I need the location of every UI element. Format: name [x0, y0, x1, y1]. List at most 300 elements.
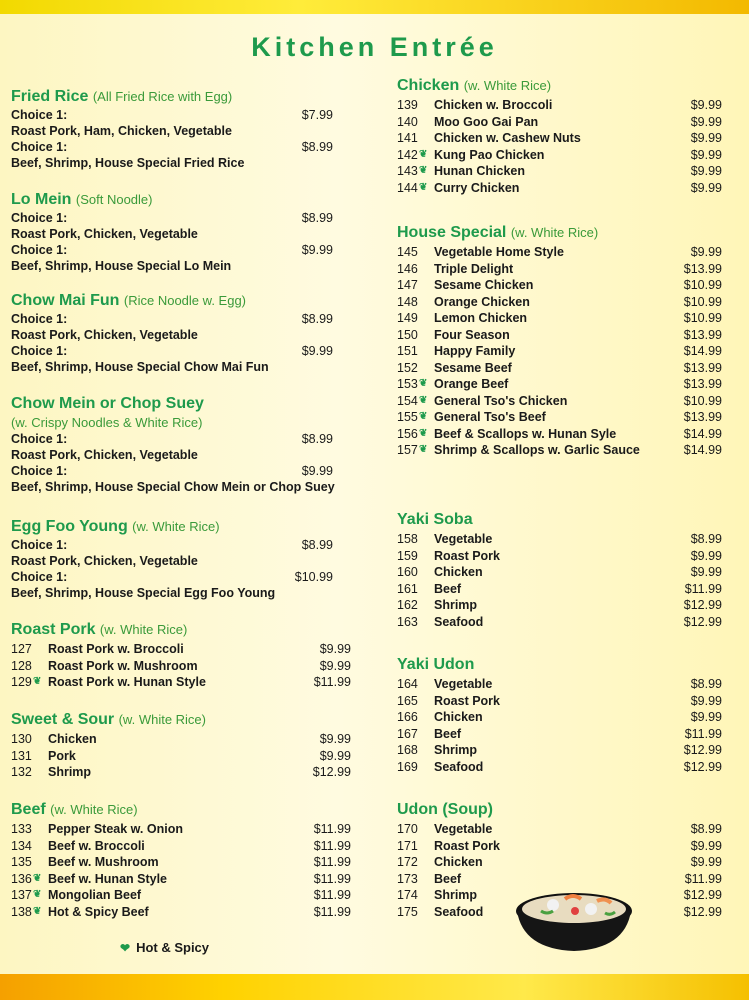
item-price: $8.99: [690, 677, 722, 691]
menu-item: [397, 410, 722, 427]
item-price: $9.99: [690, 180, 722, 195]
item-price: $11.99: [313, 855, 351, 869]
item-price: $9.99: [690, 565, 722, 579]
item-number: 153: [397, 377, 418, 391]
item-number: 174: [397, 888, 418, 902]
item-number: 145: [397, 245, 418, 259]
item-name: Vegetable: [434, 532, 493, 546]
chili-leaf-icon: ❦: [419, 444, 428, 455]
section-heading: [11, 711, 351, 729]
menu-item: [397, 743, 722, 760]
menu-item: [397, 549, 722, 566]
chili-leaf-icon: ❦: [419, 378, 428, 389]
menu-item: [397, 839, 722, 856]
item-price: $10.99: [683, 311, 722, 325]
item-number: 133: [11, 822, 32, 836]
choice-row: [11, 464, 351, 496]
item-price: $13.99: [683, 410, 722, 424]
item-name: Orange Chicken: [434, 294, 530, 309]
chili-leaf-icon: ❦: [33, 905, 42, 917]
choice-label: Choice 1:: [11, 211, 68, 225]
item-number: 144: [397, 180, 418, 195]
item-name: Kung Pao Chicken: [434, 147, 545, 162]
item-number: 136: [11, 871, 32, 886]
item-name: Mongolian Beef: [48, 888, 142, 902]
chili-leaf-icon: ❦: [419, 411, 428, 422]
item-price: $12.99: [312, 765, 351, 779]
item-name: Roast Pork: [434, 838, 500, 853]
item-number: 148: [397, 294, 418, 309]
choice-row: [11, 312, 351, 344]
item-number: 173: [397, 871, 418, 886]
item-number: 146: [397, 261, 418, 276]
item-name: Triple Delight: [434, 261, 514, 276]
choice-items: Roast Pork, Chicken, Vegetable: [11, 448, 198, 462]
section-house-special: [397, 224, 722, 460]
section-note: (w. White Rice): [50, 802, 138, 817]
choice-label: Choice 1:: [11, 538, 68, 552]
choice-label: Choice 1:: [11, 432, 68, 446]
item-name: Beef: [434, 726, 462, 741]
choice-row: [11, 108, 351, 140]
item-price: $11.99: [313, 888, 351, 902]
section-fried-rice: [11, 88, 351, 172]
item-name: Beef w. Mushroom: [48, 855, 159, 869]
item-number: 141: [397, 131, 418, 145]
choice-price: $9.99: [301, 344, 333, 358]
section-roast-pork: [11, 621, 351, 692]
choice-price: $8.99: [301, 312, 333, 326]
menu-item: [397, 598, 722, 615]
menu-item: [397, 615, 722, 632]
item-number: 164: [397, 677, 418, 691]
section-heading: [11, 395, 351, 413]
item-price: $9.99: [690, 548, 722, 563]
item-name: Roast Pork w. Hunan Style: [48, 675, 206, 689]
choice-price: $7.99: [301, 108, 333, 122]
section-title: Sweet & Sour: [11, 711, 115, 728]
item-price: $9.99: [690, 131, 722, 145]
item-price: $10.99: [683, 294, 722, 309]
item-number: 159: [397, 548, 418, 563]
item-name: Pepper Steak w. Onion: [48, 822, 183, 836]
item-number: 166: [397, 710, 418, 724]
menu-item: [11, 732, 351, 749]
item-price: $9.99: [690, 147, 722, 162]
item-price: $12.99: [683, 743, 722, 757]
item-name: Chicken: [434, 710, 483, 724]
chili-leaf-icon: ❦: [33, 676, 42, 687]
item-name: Chicken w. Cashew Nuts: [434, 131, 581, 145]
menu-item: [397, 295, 722, 312]
section-heading: [397, 656, 722, 674]
item-price: $9.99: [319, 732, 351, 746]
item-name: Beef w. Broccoli: [48, 838, 145, 853]
menu-item: [397, 115, 722, 132]
item-price: $9.99: [690, 114, 722, 129]
menu-item: [397, 377, 722, 394]
section-title: Fried Rice: [11, 88, 89, 105]
choice-items: Roast Pork, Chicken, Vegetable: [11, 554, 198, 568]
menu-item: [397, 311, 722, 328]
section-yaki-soba: [397, 511, 722, 631]
menu-item: [397, 532, 722, 549]
item-number: 143: [397, 164, 418, 178]
menu-item: [397, 394, 722, 411]
choice-price: $8.99: [301, 432, 333, 446]
item-name: Pork: [48, 748, 76, 763]
item-price: $9.99: [319, 658, 351, 673]
item-name: Shrimp: [48, 765, 92, 779]
section-note: (Rice Noodle w. Egg): [123, 293, 247, 308]
item-name: General Tso's Chicken: [434, 393, 568, 408]
section-note: (All Fried Rice with Egg): [92, 89, 233, 104]
item-number: 142: [397, 147, 418, 162]
udon-bowl-image: [513, 871, 635, 953]
menu-item: [397, 760, 722, 777]
item-name: Happy Family: [434, 344, 516, 358]
item-number: 150: [397, 327, 418, 342]
item-price: $12.99: [683, 598, 722, 612]
item-number: 149: [397, 311, 418, 325]
section-chow-mai-fun: [11, 292, 351, 376]
choice-items: Roast Pork, Chicken, Vegetable: [11, 227, 198, 241]
item-name: Hot & Spicy Beef: [48, 904, 149, 919]
item-name: Vegetable: [434, 677, 493, 691]
choice-price: $8.99: [301, 211, 333, 225]
chili-leaf-icon: ❦: [419, 181, 428, 193]
section-heading: [11, 801, 351, 819]
item-price: $11.99: [313, 871, 351, 886]
item-name: Curry Chicken: [434, 180, 520, 195]
item-price: $8.99: [690, 822, 722, 836]
item-number: 135: [11, 855, 32, 869]
item-name: Vegetable: [434, 822, 493, 836]
item-price: $14.99: [683, 426, 722, 441]
choice-row: [11, 344, 351, 376]
menu-item: [11, 855, 351, 872]
item-number: 172: [397, 855, 418, 869]
item-name: Roast Pork w. Mushroom: [48, 658, 198, 673]
menu-item: [397, 710, 722, 727]
section-title: Yaki Udon: [397, 656, 475, 673]
section-beef: [11, 801, 351, 921]
bottom-color-band: [0, 974, 749, 1000]
item-number: 138: [11, 904, 32, 919]
item-name: Beef: [434, 581, 462, 596]
chili-leaf-icon: ❦: [419, 394, 428, 406]
item-name: Moo Goo Gai Pan: [434, 114, 539, 129]
item-number: 158: [397, 532, 418, 546]
item-number: 167: [397, 726, 418, 741]
top-color-band: [0, 0, 749, 14]
menu-item: [397, 582, 722, 599]
item-price: $12.99: [683, 759, 722, 774]
item-price: $13.99: [683, 327, 722, 342]
menu-item: [397, 443, 722, 460]
legend: [120, 940, 209, 955]
item-name: Sesame Beef: [434, 360, 512, 375]
chili-leaf-icon: ❦: [33, 872, 42, 884]
choice-items: Beef, Shrimp, House Special Lo Mein: [11, 259, 232, 273]
choice-price: $10.99: [294, 570, 333, 584]
item-number: 129: [11, 675, 32, 689]
item-number: 163: [397, 614, 418, 629]
item-name: Roast Pork w. Broccoli: [48, 642, 184, 656]
choice-label: Choice 1:: [11, 344, 68, 358]
item-price: $9.99: [319, 748, 351, 763]
item-number: 168: [397, 743, 418, 757]
section-egg-foo-young: [11, 518, 351, 602]
item-number: 161: [397, 581, 418, 596]
menu-item: [11, 659, 351, 676]
item-number: 155: [397, 410, 418, 424]
item-name: Chicken: [434, 565, 483, 579]
item-price: $9.99: [690, 245, 722, 259]
choice-row: [11, 140, 351, 172]
section-title: Beef: [11, 801, 46, 818]
item-price: $9.99: [690, 855, 722, 869]
section-subnote: (w. Crispy Noodles & White Rice): [11, 415, 203, 430]
choice-price: $9.99: [301, 243, 333, 257]
section-chicken: [397, 77, 722, 197]
item-name: Chicken: [434, 855, 483, 869]
section-note: (w. White Rice): [463, 78, 552, 93]
menu-item: [397, 427, 722, 444]
item-number: 169: [397, 759, 418, 774]
section-heading: [397, 77, 722, 95]
section-note: (w. White Rice): [118, 712, 206, 727]
choice-items: Roast Pork, Chicken, Vegetable: [11, 328, 198, 342]
chili-leaf-icon: ❦: [419, 427, 428, 439]
item-number: 134: [11, 838, 32, 853]
item-number: 156: [397, 426, 418, 441]
item-price: $9.99: [690, 164, 722, 178]
menu-item: [397, 131, 722, 148]
menu-item: [397, 694, 722, 711]
item-price: $9.99: [690, 98, 722, 112]
choice-row: [11, 243, 351, 275]
section-title: Egg Foo Young: [11, 518, 128, 535]
menu-item: [397, 855, 722, 872]
section-heading: [397, 511, 722, 529]
menu-item: [11, 749, 351, 766]
item-number: 157: [397, 443, 418, 457]
menu-item: [397, 262, 722, 279]
choice-label: Choice 1:: [11, 108, 68, 122]
item-price: $9.99: [690, 693, 722, 708]
item-price: $12.99: [683, 904, 722, 919]
item-number: 137: [11, 888, 32, 902]
section-chow-mein: [11, 395, 351, 496]
section-heading: [11, 621, 351, 639]
choice-items: Roast Pork, Ham, Chicken, Vegetable: [11, 124, 232, 138]
choice-price: $8.99: [301, 140, 333, 154]
item-name: Chicken: [48, 732, 97, 746]
menu-item: [397, 344, 722, 361]
section-heading: [397, 224, 722, 242]
item-name: Beef w. Hunan Style: [48, 871, 168, 886]
choice-row: [11, 211, 351, 243]
item-price: $11.99: [684, 726, 722, 741]
section-note: (Soft Noodle): [75, 192, 153, 207]
item-name: Shrimp: [434, 598, 478, 612]
item-name: Roast Pork: [434, 548, 500, 563]
menu-item: [397, 328, 722, 345]
section-heading: [11, 292, 351, 310]
item-name: Orange Beef: [434, 377, 509, 391]
item-price: $11.99: [684, 871, 722, 886]
choice-row: [11, 432, 351, 464]
item-name: Shrimp & Scallops w. Garlic Sauce: [434, 443, 640, 457]
menu-item: [397, 822, 722, 839]
choice-items: Beef, Shrimp, House Special Fried Rice: [11, 156, 245, 170]
menu-item: [11, 642, 351, 659]
item-name: Beef: [434, 871, 462, 886]
item-price: $9.99: [319, 642, 351, 656]
legend-label: Hot & Spicy: [136, 940, 210, 955]
section-heading: [11, 191, 351, 209]
choice-label: Choice 1:: [11, 312, 68, 326]
item-number: 131: [11, 748, 32, 763]
section-title: Yaki Soba: [397, 511, 473, 528]
item-name: Seafood: [434, 614, 484, 629]
section-note: (w. White Rice): [99, 622, 188, 637]
section-title: Lo Mein: [11, 191, 72, 208]
menu-item: [11, 675, 351, 692]
menu-item: [397, 148, 722, 165]
item-price: $11.99: [684, 581, 722, 596]
item-number: 128: [11, 658, 32, 673]
menu-item: [397, 245, 722, 262]
item-name: Vegetable Home Style: [434, 245, 564, 259]
item-name: Roast Pork: [434, 693, 500, 708]
item-number: 170: [397, 822, 418, 836]
menu-item: [11, 839, 351, 856]
section-yaki-udon: [397, 656, 722, 776]
item-number: 162: [397, 598, 418, 612]
section-title: Chow Mai Fun: [11, 292, 120, 309]
choice-label: Choice 1:: [11, 464, 68, 478]
section-note: (w. White Rice): [510, 225, 599, 240]
chili-leaf-icon: ❦: [419, 165, 428, 176]
item-name: Chicken w. Broccoli: [434, 98, 553, 112]
choice-label: Choice 1:: [11, 570, 68, 584]
menu-item: [11, 765, 351, 782]
menu-item: [397, 98, 722, 115]
item-price: $13.99: [683, 360, 722, 375]
choice-price: $9.99: [301, 464, 333, 478]
menu-item: [11, 888, 351, 905]
menu-item: [397, 361, 722, 378]
item-price: $10.99: [683, 393, 722, 408]
choice-row: [11, 570, 351, 602]
item-name: Shrimp: [434, 888, 478, 902]
choice-row: [11, 538, 351, 570]
item-number: 127: [11, 642, 32, 656]
item-name: Seafood: [434, 759, 484, 774]
item-name: Four Season: [434, 327, 510, 342]
item-number: 140: [397, 114, 418, 129]
item-price: $14.99: [683, 344, 722, 358]
item-name: General Tso's Beef: [434, 410, 546, 424]
choice-items: Beef, Shrimp, House Special Chow Mein or Chop Suey: [11, 480, 335, 494]
item-number: 154: [397, 393, 418, 408]
choice-label: Choice 1:: [11, 243, 68, 257]
section-title: Chow Mein or Chop Suey: [11, 395, 204, 412]
menu-item: [11, 872, 351, 889]
item-number: 175: [397, 904, 418, 919]
item-number: 160: [397, 565, 418, 579]
page-title: Kitchen Entrée: [251, 32, 498, 62]
section-title: Roast Pork: [11, 621, 96, 638]
menu-item: [11, 905, 351, 922]
section-note: (w. White Rice): [132, 519, 220, 534]
item-price: $13.99: [683, 377, 722, 391]
choice-items: Beef, Shrimp, House Special Chow Mai Fun: [11, 360, 269, 374]
menu-item: [397, 278, 722, 295]
choice-items: Beef, Shrimp, House Special Egg Foo Young: [11, 586, 276, 600]
choice-label: Choice 1:: [11, 140, 68, 154]
item-price: $11.99: [313, 904, 351, 919]
item-name: Hunan Chicken: [434, 164, 525, 178]
item-price: $8.99: [690, 532, 722, 546]
chili-leaf-icon: ❦: [419, 148, 428, 160]
item-number: 147: [397, 278, 418, 292]
item-number: 130: [11, 732, 32, 746]
item-price: $9.99: [690, 710, 722, 724]
menu-item: [397, 677, 722, 694]
item-price: $12.99: [683, 888, 722, 902]
item-number: 152: [397, 360, 418, 375]
section-heading: [11, 518, 351, 536]
item-price: $14.99: [683, 443, 722, 457]
section-title: Chicken: [397, 77, 460, 94]
section-lo-mein: [11, 191, 351, 275]
item-price: $9.99: [690, 838, 722, 853]
item-number: 171: [397, 838, 418, 853]
item-name: Beef & Scallops w. Hunan Syle: [434, 426, 617, 441]
menu-item: [397, 565, 722, 582]
item-price: $13.99: [683, 261, 722, 276]
menu-item: [397, 181, 722, 198]
item-number: 165: [397, 693, 418, 708]
item-name: Sesame Chicken: [434, 278, 534, 292]
item-number: 132: [11, 765, 32, 779]
item-name: Shrimp: [434, 743, 478, 757]
chili-leaf-icon: ❦: [33, 889, 42, 900]
menu-item: [397, 727, 722, 744]
chili-leaf-icon: ❤: [120, 941, 131, 955]
item-price: $10.99: [683, 278, 722, 292]
item-price: $11.99: [313, 675, 351, 689]
section-heading: [397, 801, 722, 819]
section-title: House Special: [397, 224, 507, 241]
item-price: $12.99: [683, 614, 722, 629]
item-name: Lemon Chicken: [434, 311, 528, 325]
section-heading: [11, 88, 351, 106]
menu-item: [397, 164, 722, 181]
item-price: $11.99: [313, 822, 351, 836]
menu-item: [11, 822, 351, 839]
item-number: 139: [397, 98, 418, 112]
section-sweet-sour: [11, 711, 351, 782]
item-number: 151: [397, 344, 418, 358]
item-price: $11.99: [313, 838, 351, 853]
section-title: Udon (Soup): [397, 801, 493, 818]
choice-price: $8.99: [301, 538, 333, 552]
item-name: Seafood: [434, 904, 484, 919]
